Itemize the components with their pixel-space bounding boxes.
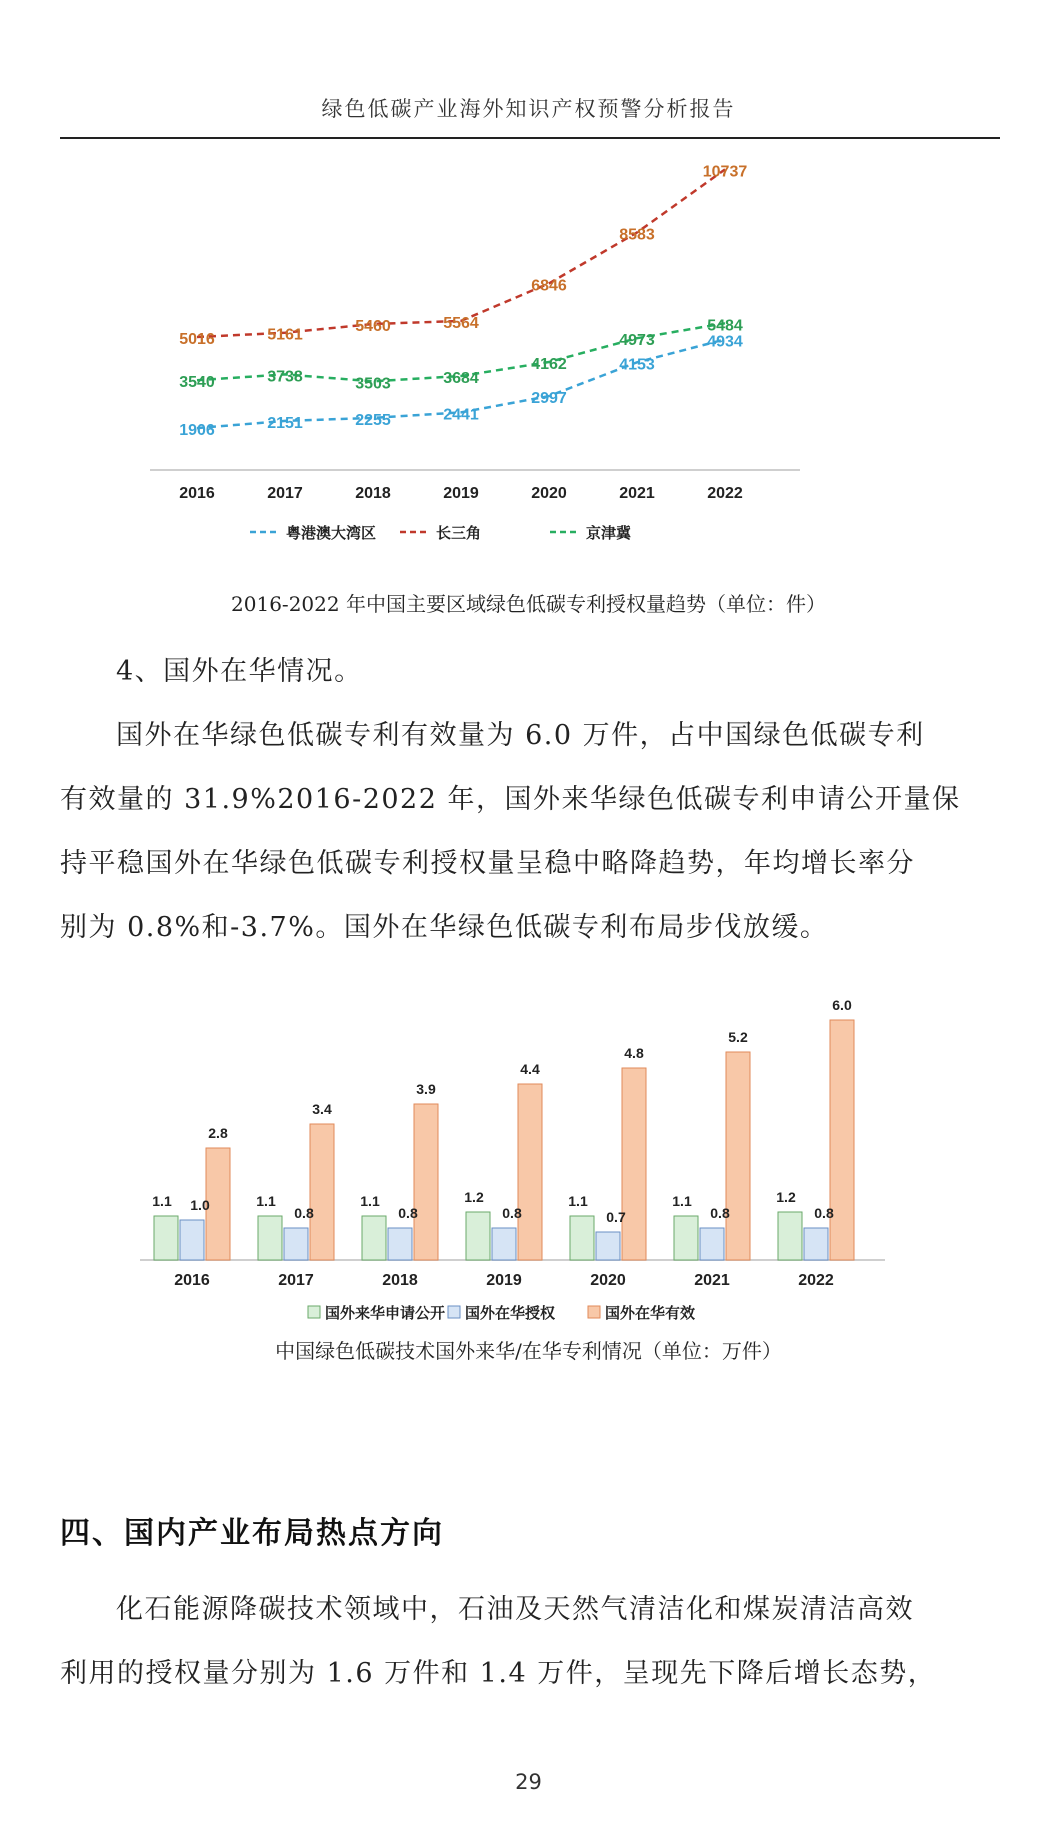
bar-value-label: 1.2 <box>464 1189 484 1205</box>
bar-value-label: 5.2 <box>728 1029 748 1045</box>
data-label: 3540 <box>179 374 215 392</box>
bar <box>362 1216 386 1260</box>
page-number: 29 <box>515 1770 542 1794</box>
bar <box>570 1216 594 1260</box>
legend-label: 长三角 <box>436 525 482 542</box>
legend-label: 京津冀 <box>586 525 632 542</box>
data-label: 10737 <box>702 163 748 181</box>
bar-value-label: 1.2 <box>776 1189 796 1205</box>
data-label: 2441 <box>443 406 479 424</box>
paragraph-line: 别为 0.8%和-3.7%。国外在华绿色低碳专利布局步伐放缓。 <box>60 912 829 943</box>
x-tick-label: 2017 <box>278 1272 314 1289</box>
bar <box>830 1020 854 1260</box>
bar-value-label: 0.8 <box>814 1205 834 1221</box>
x-tick-label: 2022 <box>707 485 743 502</box>
data-label: 4973 <box>619 332 655 350</box>
section-4-text <box>60 640 1002 960</box>
legend-swatch <box>448 1306 460 1318</box>
data-label: 2151 <box>267 414 303 432</box>
data-label: 3503 <box>355 375 391 393</box>
data-label: 5460 <box>355 318 391 335</box>
header-divider <box>60 137 1000 139</box>
bar-value-label: 2.8 <box>208 1125 228 1141</box>
paragraph-line: 化石能源降碳技术领域中，石油及天然气清洁化和煤炭清洁高效 <box>116 1594 914 1625</box>
bar-value-label: 1.0 <box>190 1197 210 1213</box>
x-tick-label: 2019 <box>486 1272 522 1289</box>
page-header: 绿色低碳产业海外知识产权预警分析报告 <box>321 97 736 121</box>
bar <box>258 1216 282 1260</box>
bar <box>700 1228 724 1260</box>
bar <box>622 1068 646 1260</box>
bar <box>310 1124 334 1260</box>
bar <box>726 1052 750 1260</box>
bar <box>154 1216 178 1260</box>
bar <box>388 1228 412 1260</box>
data-label: 4934 <box>707 333 743 351</box>
paragraph-line: 国外在华绿色低碳专利有效量为 6.0 万件，占中国绿色低碳专利 <box>116 720 925 751</box>
data-label: 5484 <box>707 317 743 335</box>
series-line <box>197 169 725 337</box>
bar-value-label: 1.1 <box>360 1193 380 1209</box>
bar-value-label: 0.8 <box>294 1205 314 1221</box>
x-tick-label: 2021 <box>619 485 655 502</box>
x-tick-label: 2020 <box>531 485 567 502</box>
foreign-patent-bar-chart <box>140 975 900 1330</box>
data-label: 8583 <box>619 226 655 244</box>
bar <box>180 1220 204 1260</box>
x-tick-label: 2019 <box>443 485 479 502</box>
paragraph-line: 有效量的 31.9%2016-2022 年，国外来华绿色低碳专利申请公开量保 <box>60 784 961 815</box>
data-label: 5564 <box>443 314 479 332</box>
bar-value-label: 4.8 <box>624 1045 644 1061</box>
legend-label: 粤港澳大湾区 <box>286 525 377 542</box>
bar-value-label: 1.1 <box>152 1193 172 1209</box>
legend-swatch <box>308 1306 320 1318</box>
data-label: 5161 <box>267 326 303 344</box>
legend-label: 国外在华有效 <box>605 1305 696 1322</box>
bar <box>466 1212 490 1260</box>
data-label: 3684 <box>443 370 479 387</box>
paragraph-line: 利用的授权量分别为 1.6 万件和 1.4 万件，呈现先下降后增长态势， <box>60 1658 937 1689</box>
x-tick-label: 2016 <box>174 1272 210 1289</box>
bar <box>492 1228 516 1260</box>
bar <box>414 1104 438 1260</box>
bar-value-label: 4.4 <box>520 1061 540 1077</box>
bar-value-label: 3.9 <box>416 1081 436 1097</box>
x-tick-label: 2018 <box>355 485 391 502</box>
data-label: 1906 <box>179 422 215 440</box>
x-tick-label: 2020 <box>590 1272 626 1289</box>
chapter-paragraph <box>60 1578 1002 1706</box>
legend-label: 国外在华授权 <box>465 1305 556 1322</box>
bar <box>284 1228 308 1260</box>
data-label: 4153 <box>619 356 655 374</box>
x-tick-label: 2022 <box>798 1272 834 1289</box>
bar-value-label: 0.8 <box>710 1205 730 1221</box>
bar <box>804 1228 828 1260</box>
legend-swatch <box>588 1306 600 1318</box>
data-label: 6846 <box>531 277 567 295</box>
data-label: 4162 <box>531 356 567 373</box>
line-chart-caption: 2016-2022 年中国主要区域绿色低碳专利授权量趋势（单位：件） <box>231 592 826 616</box>
regional-trend-line-chart <box>140 163 820 565</box>
bar-value-label: 0.7 <box>606 1209 626 1225</box>
data-label: 5016 <box>179 331 215 348</box>
bar <box>674 1216 698 1260</box>
bar-chart-caption: 中国绿色低碳技术国外来华/在华专利情况（单位：万件） <box>275 1339 782 1363</box>
data-label: 2997 <box>531 390 567 408</box>
data-label: 2255 <box>355 411 391 429</box>
bar-value-label: 0.8 <box>502 1205 522 1221</box>
x-tick-label: 2016 <box>179 485 215 502</box>
bar <box>778 1212 802 1260</box>
chapter-title: 四、国内产业布局热点方向 <box>60 1516 444 1551</box>
bar <box>518 1084 542 1260</box>
x-tick-label: 2017 <box>267 485 303 502</box>
bar-value-label: 1.1 <box>672 1193 692 1209</box>
x-tick-label: 2021 <box>694 1272 730 1289</box>
bar-value-label: 1.1 <box>568 1193 588 1209</box>
legend-label: 国外来华申请公开 <box>325 1305 446 1322</box>
bar <box>596 1232 620 1260</box>
section-4-heading: 4、国外在华情况。 <box>116 656 363 687</box>
bar-value-label: 3.4 <box>312 1101 332 1117</box>
bar-value-label: 0.8 <box>398 1205 418 1221</box>
paragraph-line: 持平稳国外在华绿色低碳专利授权量呈稳中略降趋势，年均增长率分 <box>60 848 915 879</box>
data-label: 3738 <box>267 368 303 386</box>
bar-value-label: 6.0 <box>832 997 852 1013</box>
bar-value-label: 1.1 <box>256 1193 276 1209</box>
x-tick-label: 2018 <box>382 1272 418 1289</box>
